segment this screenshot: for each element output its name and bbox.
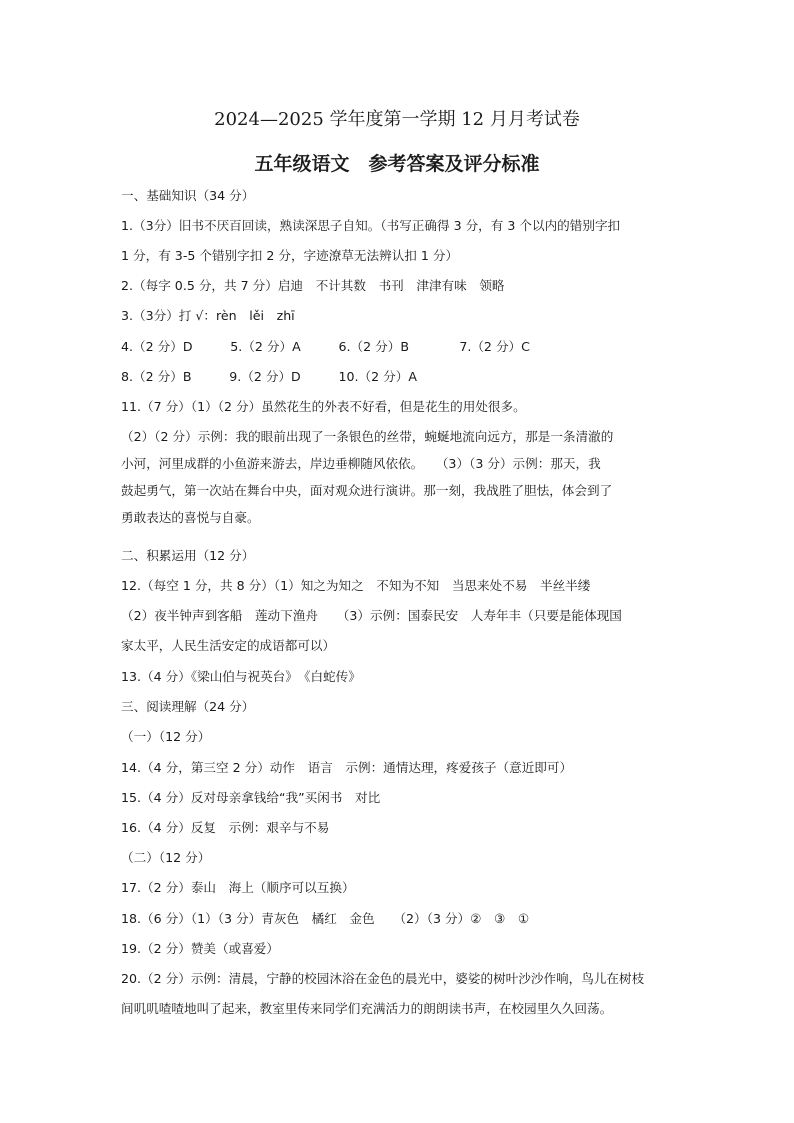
answer-line: （2）夜半钟声到客船 莲动下渔舟 （3）示例：国泰民安 人寿年丰（只要是能体现国 xyxy=(121,608,622,623)
answer-line: 鼓起勇气，第一次站在舞台中央，面对观众进行演讲。那一刻，我战胜了胆怯，体会到了 xyxy=(121,483,613,498)
exam-title: 2024—2025 学年度第一学期 12 月月考试卷 xyxy=(214,109,580,130)
answer-line: 勇敢表达的喜悦与自豪。 xyxy=(121,510,260,525)
section-heading-reading: 三、阅读理解（24 分） xyxy=(121,699,255,714)
answer-line: 1.（3分）旧书不厌百回读，熟读深思子自知。（书写正确得 3 分，有 3 个以内的错别字扣 xyxy=(121,218,621,233)
section-heading-basic-knowledge: 一、基础知识（34 分） xyxy=(121,188,255,203)
answer-line: 4.（2 分）D 5.（2 分）A 6.（2 分）B 7.（2 分）C xyxy=(121,339,530,354)
section-heading-accumulation: 二、积累运用（12 分） xyxy=(121,548,255,563)
answer-line: 11.（7 分）（1）（2 分）虽然花生的外表不好看，但是花生的用处很多。 xyxy=(121,399,526,414)
answer-line: （2）（2 分）示例：我的眼前出现了一条银色的丝带，蜿蜒地流向远方，那是一条清澈的 xyxy=(121,429,614,444)
answer-line: 2.（每字 0.5 分，共 7 分）启迪 不计其数 书刊 津津有味 领略 xyxy=(121,278,505,293)
answer-line: 14.（4 分，第三空 2 分）动作 语言 示例：通情达理，疼爱孩子（意近即可） xyxy=(121,760,573,775)
answer-line: 19.（2 分）赞美（或喜爱） xyxy=(121,941,279,956)
answer-line: 17.（2 分）泰山 海上（顺序可以互换） xyxy=(121,880,355,895)
subsection-heading-two: （二）（12 分） xyxy=(121,850,211,865)
answer-key-subtitle: 五年级语文 参考答案及评分标准 xyxy=(254,153,540,175)
answer-line: 20.（2 分）示例：清晨，宁静的校园沐浴在金色的晨光中，婆娑的树叶沙沙作响，鸟儿在树枝 xyxy=(121,971,645,986)
answer-line: 13.（4 分）《梁山伯与祝英台》 《白蛇传》 xyxy=(121,669,361,684)
answer-line: 8.（2 分）B 9.（2 分）D 10.（2 分）A xyxy=(121,369,417,384)
answer-line: 1 分，有 3-5 个错别字扣 2 分，字迹潦草无法辨认扣 1 分） xyxy=(121,248,459,263)
answer-line: 间叽叽喳喳地叫了起来，教室里传来同学们充满活力的朗朗读书声，在校园里久久回荡。 xyxy=(121,1001,613,1016)
answer-line: 15.（4 分）反对母亲拿钱给“我”买闲书 对比 xyxy=(121,790,381,805)
subsection-heading-one: （一）（12 分） xyxy=(121,729,211,744)
answer-line: 小河，河里成群的小鱼游来游去，岸边垂柳随风依依。 （3）（3 分）示例：那天，我 xyxy=(121,456,601,471)
answer-line: 家太平，人民生活安定的成语都可以） xyxy=(121,638,336,653)
answer-line: 18.（6 分）（1）（3 分）青灰色 橘红 金色 （2）（3 分）② ③ ① xyxy=(121,911,530,926)
answer-line: 16.（4 分）反复 示例：艰辛与不易 xyxy=(121,820,330,835)
answer-line: 12.（每空 1 分，共 8 分）（1）知之为知之 不知为不知 当思来处不易 半丝半缕 xyxy=(121,578,591,593)
answer-line: 3.（3分）打 √：rèn lěi zhī xyxy=(121,308,295,323)
